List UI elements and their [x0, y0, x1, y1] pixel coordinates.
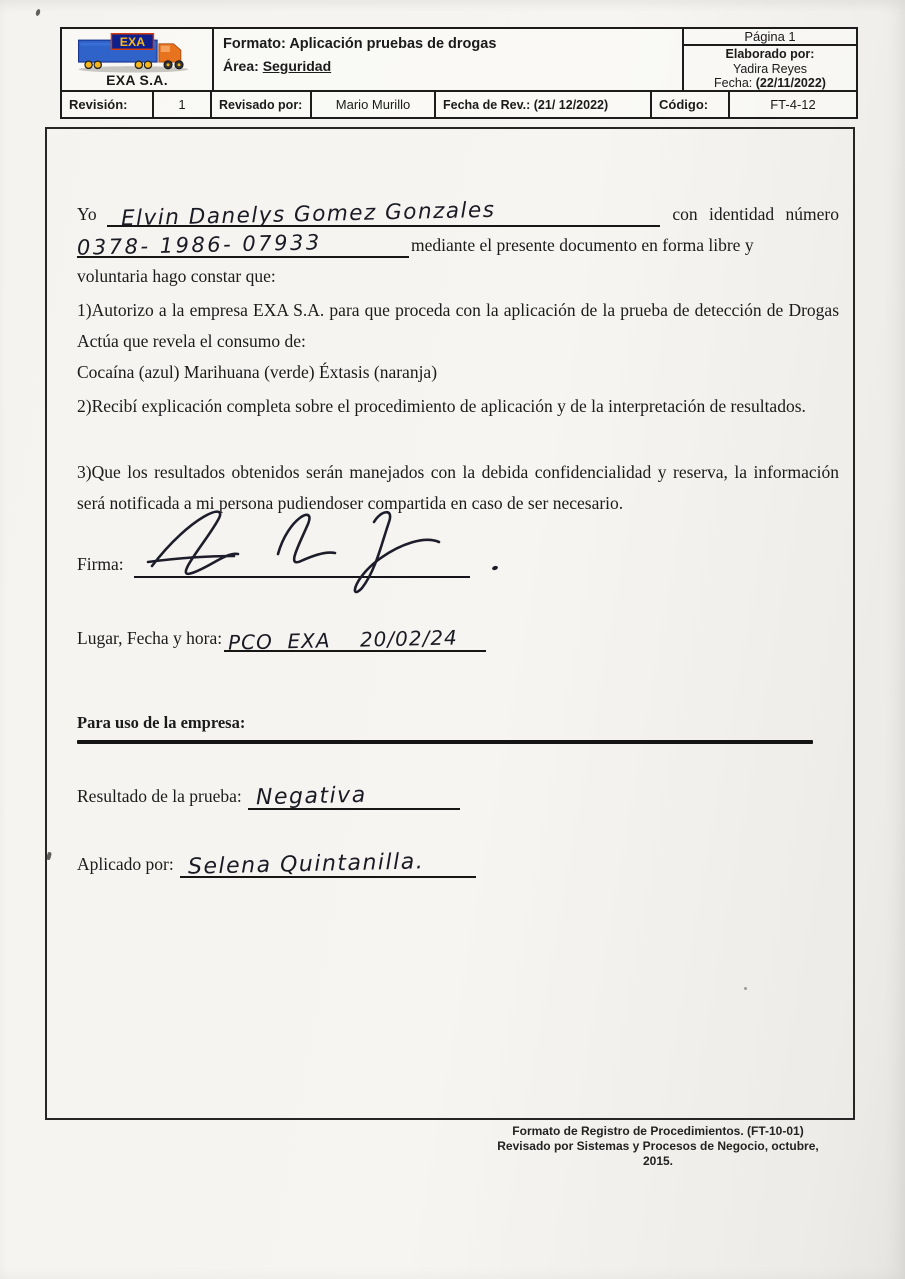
area-label: Área:	[223, 58, 259, 74]
code-label: Código:	[652, 92, 730, 117]
document-footer	[483, 1124, 833, 1169]
area-value: Seguridad	[262, 58, 332, 74]
header-revision-row	[62, 90, 856, 117]
clause-1	[77, 295, 839, 388]
revision-date: Fecha de Rev.: (21/ 12/2022)	[436, 92, 652, 117]
company-use-heading: Para uso de la empresa:	[77, 713, 246, 732]
handwritten-name: Elvin Danelys Gomez Gonzales	[120, 197, 496, 231]
footer-line-1: Formato de Registro de Procedimientos. (FT-10-01)	[512, 1124, 804, 1138]
header-top-row	[62, 29, 856, 90]
clause-1-text: 1)Autorizo a la empresa EXA S.A. para que proceda con la aplicación de la prueba de detección de Drogas Actúa que revela el consumo de:	[77, 300, 839, 351]
elaborated-date-line	[684, 76, 856, 91]
format-title: Formato: Aplicación pruebas de drogas	[223, 36, 497, 52]
handwritten-id-number: 0378- 1986- 07933	[76, 230, 322, 260]
clause-1-drug-colors: Cocaína (azul) Marihuana (verde) Éxtasis (naranja)	[77, 362, 438, 382]
clause-2-text: 2)Recibí explicación completa sobre el procedimiento de aplicación y de la interpretación de resultados.	[77, 396, 806, 416]
place-date-label: Lugar, Fecha y hora:	[77, 628, 223, 648]
header-table	[60, 27, 858, 119]
reviewed-by-label: Revisado por:	[212, 92, 312, 117]
intro-line3-text: voluntaria hago constar que:	[77, 266, 276, 286]
intro-prefix: Yo	[77, 204, 97, 224]
signature-row	[77, 549, 839, 580]
test-result-field	[248, 782, 460, 811]
place-date-field	[224, 625, 486, 655]
area-line	[223, 58, 682, 74]
page-number: Página 1	[684, 29, 856, 46]
intro-line-3	[77, 261, 839, 292]
signature-field	[134, 576, 470, 578]
test-result-row	[77, 781, 839, 812]
format-cell	[214, 29, 684, 90]
svg-text:EXA: EXA	[119, 35, 146, 50]
company-name: EXA S.A.	[106, 72, 168, 88]
applied-by-row	[77, 849, 839, 880]
elaborated-by-name: Yadira Reyes	[732, 61, 808, 76]
meta-cell	[684, 29, 856, 90]
place-date-row	[77, 623, 839, 654]
intro-line-1	[77, 199, 839, 230]
applied-by-label: Aplicado por:	[77, 854, 174, 874]
handwritten-place-date: PCO EXA 20/02/24	[227, 625, 459, 655]
elaborated-block	[684, 46, 856, 91]
intro-line-2	[77, 230, 839, 261]
revision-value: 1	[154, 92, 212, 117]
handwritten-test-result: Negativa	[255, 782, 367, 811]
section-divider-rule	[77, 740, 813, 744]
logo-cell	[62, 29, 214, 90]
document-body-box	[45, 127, 855, 1120]
intro-suffix: con identidad número	[672, 204, 839, 224]
pen-dot-mark	[491, 565, 498, 571]
handwritten-applied-by: Selena Quintanilla.	[187, 849, 425, 880]
date-label: Fecha:	[714, 76, 753, 90]
scan-speck	[35, 9, 41, 17]
clause-2	[77, 391, 839, 422]
name-field	[107, 197, 661, 231]
code-value: FT-4-12	[770, 97, 816, 112]
applied-by-field	[180, 849, 476, 880]
date-value: (22/11/2022)	[755, 76, 826, 90]
test-result-label: Resultado de la prueba:	[77, 786, 242, 806]
intro-line2-text: mediante el presente documento en forma libre y	[411, 235, 754, 255]
footer-line-2: Revisado por Sistemas y Procesos de Negocio, octubre, 2015.	[497, 1139, 819, 1168]
intro-statement	[77, 199, 839, 292]
reviewed-by-name: Mario Murillo	[312, 92, 436, 117]
elaborated-by-label: Elaborado por:	[725, 47, 815, 61]
signature-handwritten-icon	[138, 500, 468, 596]
id-number-field	[76, 230, 409, 260]
scan-speck	[744, 987, 747, 990]
revision-label: Revisión:	[62, 92, 154, 117]
signature-label: Firma:	[77, 554, 124, 574]
exa-truck-logo-icon	[73, 31, 201, 73]
clause-3-text: 3)Que los resultados obtenidos serán manejados con la debida confidencialidad y reserva, la información será notificada a mi persona pudiendoser compartida en caso de ser necesario.	[77, 462, 839, 513]
